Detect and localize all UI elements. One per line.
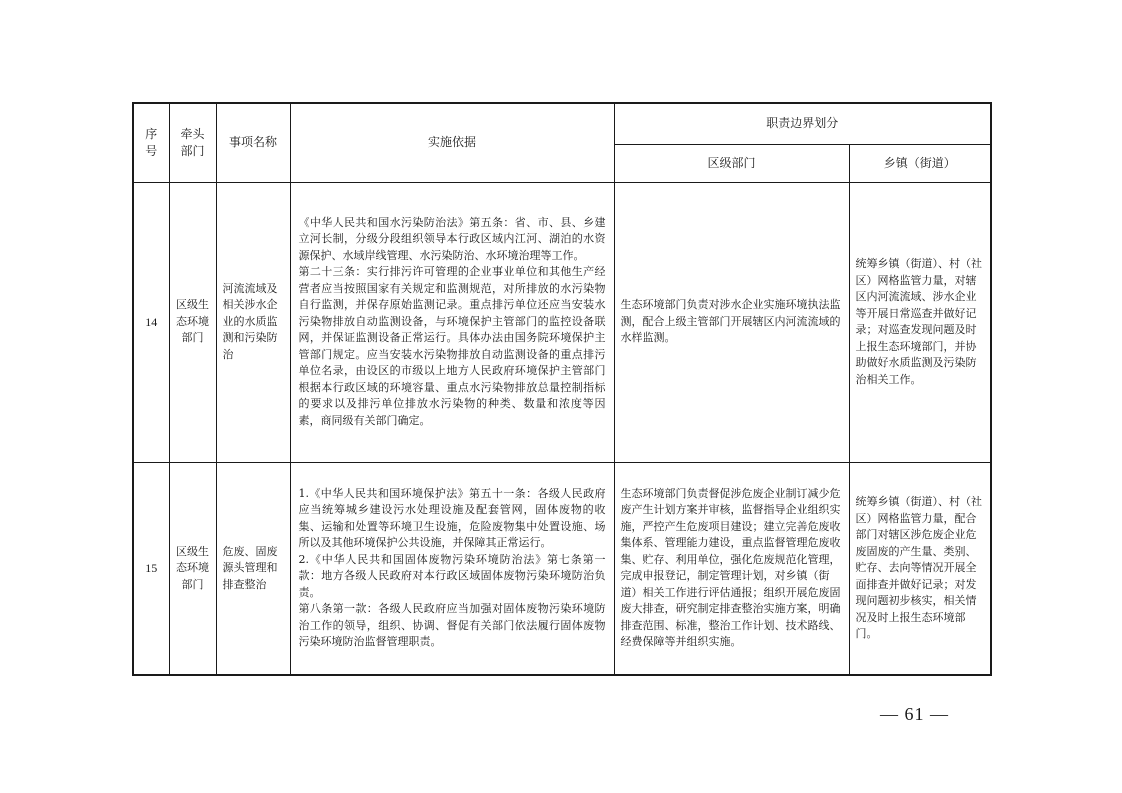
header-division: 职责边界划分	[614, 103, 991, 144]
row-township-duty: 统筹乡镇（街道）、村（社区）网格监管力量，配合部门对辖区涉危废企业危废固废的产生量、类别、贮存、去向等情况开展全面排查并做好记录；对发现问题初步核实，相关情况及时上报生态环境部门。	[849, 462, 991, 675]
row-item: 危废、固废源头管理和排查整治	[216, 462, 290, 675]
header-seq: 序号	[133, 103, 169, 182]
table-row	[133, 182, 991, 462]
basis-paragraph: 2.《中华人民共和国固体废物污染环境防治法》第七条第一款：地方各级人民政府对本行政区域固体废物污染环境防治负责。	[298, 552, 606, 599]
header-row	[133, 103, 991, 144]
responsibility-table	[132, 102, 992, 676]
basis-paragraph: 1.《中华人民共和国环境保护法》第五十一条：各级人民政府应当统筹城乡建设污水处理设施及配套管网，固体废物的收集、运输和处置等环境卫生设施，危险废物集中处置设施、场所以及其他环境保护公共设施，并保障其正常运行。	[298, 486, 606, 550]
row-item: 河流流域及相关涉水企业的水质监测和污染防治	[216, 182, 290, 462]
row-township-duty: 统筹乡镇（街道）、村（社区）网格监管力量，对辖区内河流流域、涉水企业等开展日常巡查并做好记录；对巡查发现问题及时上报生态环境部门，并协助做好水质监测及污染防治相关工作。	[849, 182, 991, 462]
header-item: 事项名称	[216, 103, 290, 182]
row-basis	[290, 182, 614, 462]
basis-paragraph: 第八条第一款：各级人民政府应当加强对固体废物污染环境防治工作的领导，组织、协调、督促有关部门依法履行固体废物污染环境防治监督管理职责。	[298, 602, 606, 649]
row-basis	[290, 462, 614, 675]
header-district: 区级部门	[614, 144, 849, 182]
header-township: 乡镇（街道）	[849, 144, 991, 182]
header-basis: 实施依据	[290, 103, 614, 182]
page-number: — 61 —	[880, 704, 949, 724]
basis-paragraph: 第二十三条：实行排污许可管理的企业事业单位和其他生产经营者应当按照国家有关规定和监测规范，对所排放的水污染物自行监测，并保存原始监测记录。重点排污单位还应当安装水污染物排放自动监测设备，与环境保护主管部门的监控设备联网，并保证监测设备正常运行。具体办法由国务院环境保护主管部门规定。应当安装水污染物排放自动监测设备的重点排污单位名录，由设区的市级以上地方人民政府环境保护主管部门根据本行政区域的环境容量、重点水污染物排放总量控制指标的要求以及排污单位排放水污染物的种类、数量和浓度等因素，商同级有关部门确定。	[298, 265, 606, 427]
row-district-duty: 生态环境部门负责对涉水企业实施环境执法监测，配合上级主管部门开展辖区内河流流域的水样监测。	[614, 182, 849, 462]
row-district-duty: 生态环境部门负责督促涉危废企业制订减少危废产生计划方案并审核，监督指导企业组织实施，严控产生危废项目建设；建立完善危废收集体系、管理能力建设，重点监督管理危废收集、贮存、利用单位，强化危废规范化管理，完成申报登记，制定管理计划，对乡镇（街道）相关工作进行评估通报；组织开展危废固废大排查，研究制定排查整治实施方案，明确排查范围、标准，整治工作计划、技术路线、经费保障等并组织实施。	[614, 462, 849, 675]
header-dept: 牵头部门	[169, 103, 216, 182]
row-seq: 14	[133, 182, 169, 462]
basis-paragraph: 《中华人民共和国水污染防治法》第五条：省、市、县、乡建立河长制，分级分段组织领导本行政区域内江河、湖泊的水资源保护、水域岸线管理、水污染防治、水环境治理等工作。	[298, 215, 606, 262]
table-row	[133, 462, 991, 675]
row-dept: 区级生态环境部门	[169, 182, 216, 462]
row-seq: 15	[133, 462, 169, 675]
row-dept: 区级生态环境部门	[169, 462, 216, 675]
